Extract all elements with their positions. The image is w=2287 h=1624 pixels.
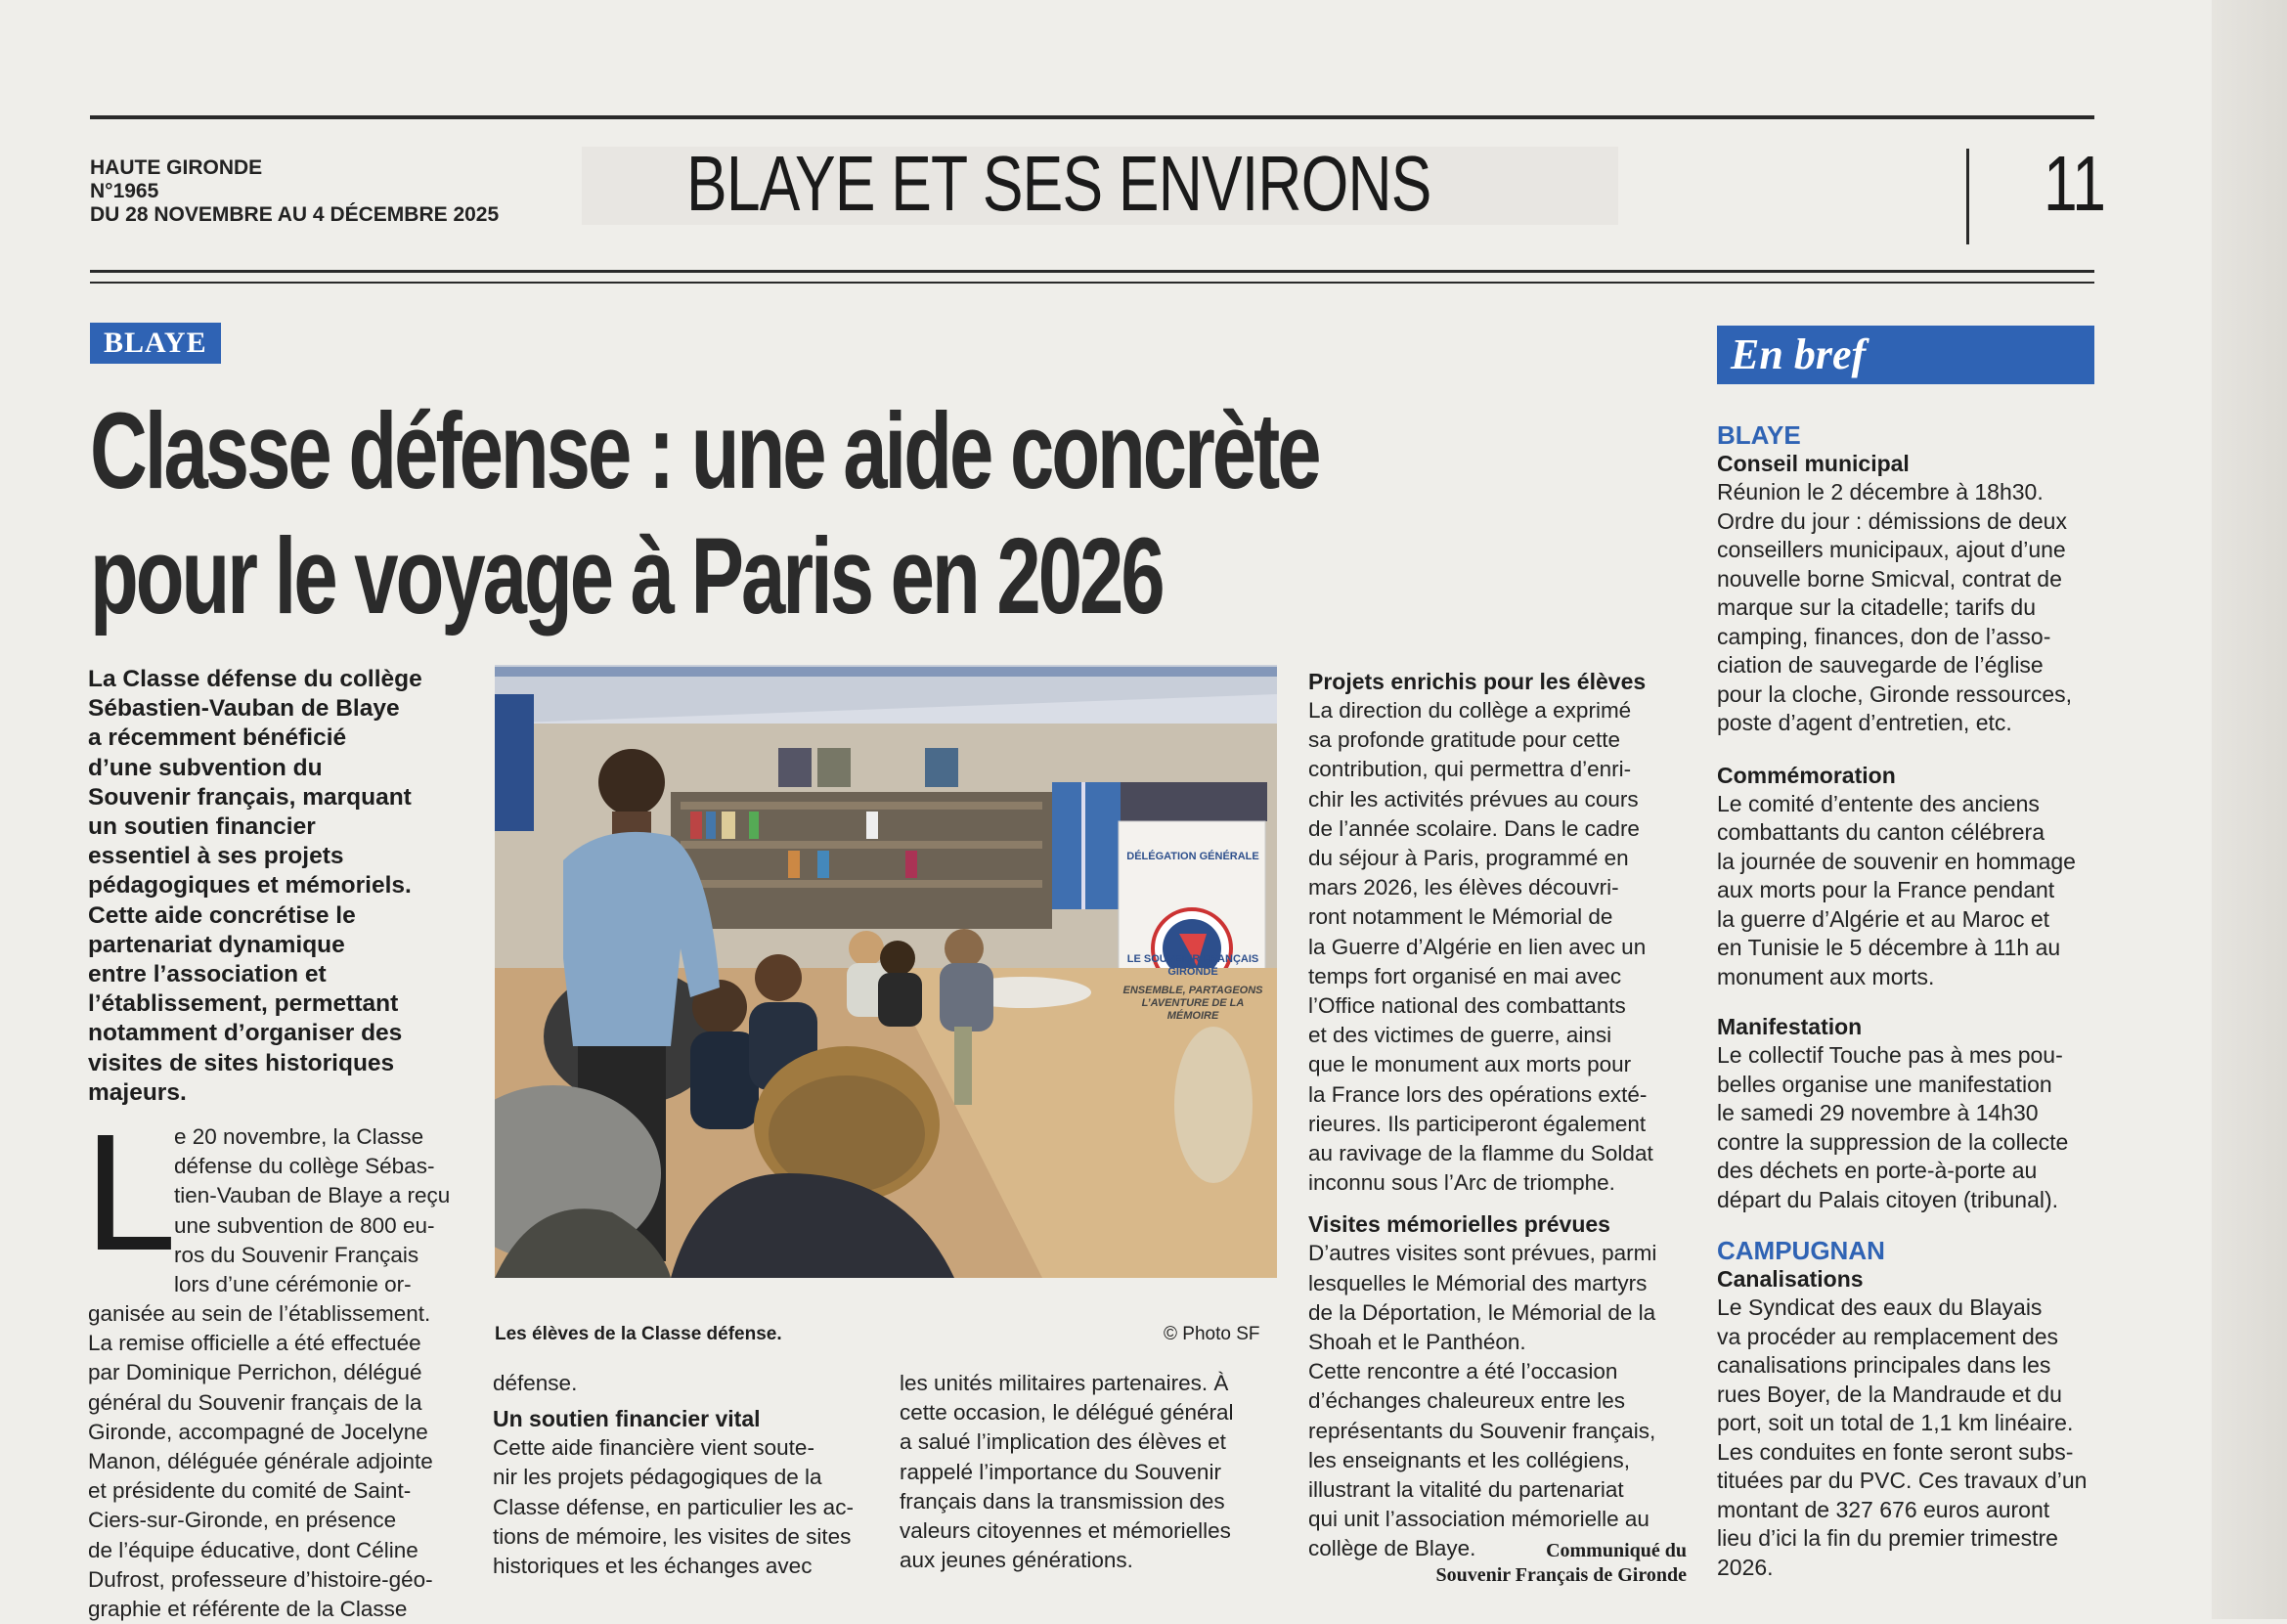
brief-heading-commemoration: Commémoration xyxy=(1717,762,1896,788)
chapo-line: entre l’association et xyxy=(88,961,327,988)
text-line: d’échanges chaleureux entre les xyxy=(1308,1388,1625,1414)
brief-heading-manifestation: Manifestation xyxy=(1717,1014,1863,1039)
text-line: mars 2026, les élèves découvri- xyxy=(1308,875,1619,900)
banner-logo-text: LE SOUVENIR FRANÇAIS xyxy=(1126,953,1259,965)
chapo-line: partenariat dynamique xyxy=(88,931,345,958)
headline-line-2: pour le voyage à Paris en 2026 xyxy=(90,516,1163,636)
brief-heading-conseil: Conseil municipal xyxy=(1717,451,1910,476)
text-line: Shoah et le Panthéon. xyxy=(1308,1330,1526,1355)
headline-line-1: Classe défense : une aide concrète xyxy=(90,391,1319,511)
text-line: camping, finances, don de l’asso- xyxy=(1717,623,2051,649)
text-line: ganisée au sein de l’établissement. xyxy=(88,1301,431,1326)
issue-number: N°1965 xyxy=(90,180,159,202)
banner-motto: ENSEMBLE, PARTAGEONS L’AVENTURE DE LA MÉMOIRE xyxy=(1122,985,1263,1022)
text-line: temps fort organisé en mai avec xyxy=(1308,963,1622,988)
brief-city-campugnan: CAMPUGNAN xyxy=(1717,1236,1885,1265)
page-number-divider xyxy=(1966,149,1969,244)
text-line: au ravivage de la flamme du Soldat xyxy=(1308,1141,1653,1166)
text-line: défense du collège Sébas- xyxy=(174,1154,435,1179)
text-line: les unités militaires partenaires. À xyxy=(900,1371,1229,1395)
text-line: rues Boyer, de la Mandraude et du xyxy=(1717,1381,2062,1407)
column-3-text xyxy=(900,1369,1277,1575)
chapo-line: La Classe défense du collège xyxy=(88,666,422,692)
brief-city-blaye: BLAYE xyxy=(1717,420,1801,450)
text-line: D’autres visites sont prévues, parmi xyxy=(1308,1241,1657,1266)
text-line: inconnu sous l’Arc de triomphe. xyxy=(1308,1170,1615,1196)
text-line: rieures. Ils participeront également xyxy=(1308,1111,1647,1136)
text-line: représentants du Souvenir français, xyxy=(1308,1418,1656,1443)
text-line: qui unit l’association mémorielle au xyxy=(1308,1507,1649,1532)
text-line: montant de 327 676 euros auront xyxy=(1717,1496,2050,1522)
text-line: de l’année scolaire. Dans le cadre xyxy=(1308,815,1640,841)
text-line: contribution, qui permettra d’enri- xyxy=(1308,757,1632,782)
text-line: Le Syndicat des eaux du Blayais xyxy=(1717,1295,2043,1320)
chapo-line: pédagogiques et mémoriels. xyxy=(88,872,412,900)
text-line: lesquelles le Mémorial des martyrs xyxy=(1308,1270,1648,1295)
en-bref-title: En bref xyxy=(1731,330,1867,378)
text-line: rappelé l’importance du Souvenir xyxy=(900,1459,1221,1484)
column-1-text xyxy=(88,1299,463,1624)
chapo-line: d’une subvention du xyxy=(88,754,323,781)
text-line: graphie et référente de la Classe xyxy=(88,1597,408,1622)
text-line: ciation de sauvegarde de l’église xyxy=(1717,652,2044,678)
text-line: La direction du collège a exprimé xyxy=(1308,698,1632,723)
text-line: du séjour à Paris, programmé en xyxy=(1308,846,1629,871)
text-line: Réunion le 2 décembre à 18h30. xyxy=(1717,479,2044,505)
subhead-memorial-visits: Visites mémorielles prévues xyxy=(1308,1211,1610,1238)
chapo-line: majeurs. xyxy=(88,1078,187,1106)
en-bref-banner xyxy=(1717,326,2094,384)
text-line: de la Déportation, le Mémorial de la xyxy=(1308,1299,1656,1325)
photo-caption: Les élèves de la Classe défense. xyxy=(495,1324,782,1344)
text-line: général du Souvenir français de la xyxy=(88,1389,422,1415)
signature-line-1: Communiqué du xyxy=(1546,1540,1687,1561)
text-line: lieu d’ici la fin du premier trimestre xyxy=(1717,1525,2058,1551)
text-line: nouvelle borne Smicval, contrat de xyxy=(1717,565,2062,592)
header-double-rule-1 xyxy=(90,270,2094,273)
text-line: tions de mémoire, les visites de sites xyxy=(493,1523,852,1549)
brief-column xyxy=(1717,420,2098,1582)
section-tag-blaye: BLAYE xyxy=(90,323,221,364)
text-line: la journée de souvenir en hommage xyxy=(1717,848,2076,874)
text-line: valeurs citoyennes et mémorielles xyxy=(900,1518,1231,1544)
top-rule xyxy=(90,115,2094,119)
text-line: que le monument aux morts pour xyxy=(1308,1052,1632,1077)
subhead-enriched-projects: Projets enrichis pour les élèves xyxy=(1308,669,1647,694)
column-4-text xyxy=(1308,667,1688,1564)
text-line: belles organise une manifestation xyxy=(1717,1071,2052,1097)
text-line: monument aux morts. xyxy=(1717,963,1935,989)
text-line: départ du Palais citoyen (tribunal). xyxy=(1717,1186,2059,1212)
text-line: défense. xyxy=(493,1371,578,1395)
text-line: lors d’une cérémonie or- xyxy=(174,1272,412,1297)
text-line: Manon, déléguée générale adjointe xyxy=(88,1449,433,1474)
text-line: illustrant la vitalité du partenariat xyxy=(1308,1477,1624,1503)
column-1-dropcap-text xyxy=(174,1122,463,1299)
chapo-line: notamment d’organiser des xyxy=(88,1020,403,1047)
chapo-line: l’établissement, permettant xyxy=(88,990,399,1018)
text-line: en Tunisie le 5 décembre à 11h au xyxy=(1717,935,2061,960)
text-line: ront notamment le Mémorial de xyxy=(1308,904,1613,930)
text-line: Ordre du jour : démissions de deux xyxy=(1717,507,2067,534)
brief-item-commemoration xyxy=(1717,790,2098,992)
text-line: la Guerre d’Algérie en lien avec un xyxy=(1308,934,1647,959)
text-line: nir les projets pédagogiques de la xyxy=(493,1465,822,1490)
text-line: l’Office national des combattants xyxy=(1308,993,1626,1019)
edition-block xyxy=(90,156,499,227)
text-line: aux morts pour la France pendant xyxy=(1717,877,2055,902)
article-chapo xyxy=(88,665,479,1108)
text-line: la France lors des opérations exté- xyxy=(1308,1081,1648,1107)
text-line: Classe défense, en particulier les ac- xyxy=(493,1494,854,1519)
chapo-line: Cette aide concrétise le xyxy=(88,901,356,929)
text-line: 2026. xyxy=(1717,1554,1774,1580)
text-line: Gironde, accompagné de Jocelyne xyxy=(88,1419,428,1444)
page-edge xyxy=(2212,0,2287,1619)
text-line: pour la cloche, Gironde ressources, xyxy=(1717,680,2073,707)
photo-credit: © Photo SF xyxy=(1164,1324,1260,1344)
text-line: une subvention de 800 eu- xyxy=(174,1212,435,1238)
issue-dates: DU 28 NOVEMBRE AU 4 DÉCEMBRE 2025 xyxy=(90,203,500,226)
text-line: e 20 novembre, la Classe xyxy=(174,1124,424,1149)
chapo-line: essentiel à ses projets xyxy=(88,843,344,870)
chapo-line: Sébastien-Vauban de Blaye xyxy=(88,695,400,723)
page-number: 11 xyxy=(2044,140,2106,227)
text-line: va procéder au remplacement des xyxy=(1717,1323,2059,1349)
column-2-text xyxy=(493,1369,868,1581)
header-double-rule-2 xyxy=(90,282,2094,284)
text-line: et des victimes de guerre, ainsi xyxy=(1308,1023,1612,1048)
brief-heading-canalisations: Canalisations xyxy=(1717,1266,1864,1292)
text-line: poste d’agent d’entretien, etc. xyxy=(1717,710,2012,735)
text-line: de l’équipe éducative, dont Céline xyxy=(88,1537,418,1562)
text-line: marque sur la citadelle; tarifs du xyxy=(1717,594,2036,620)
text-line: et présidente du comité de Saint- xyxy=(88,1478,412,1504)
text-line: Les conduites en fonte seront subs- xyxy=(1717,1438,2074,1465)
chapo-line: Souvenir français, marquant xyxy=(88,783,412,811)
text-line: Cette aide financière vient soute- xyxy=(493,1435,814,1461)
text-line: canalisations principales dans les xyxy=(1717,1352,2051,1378)
chapo-line: visites de sites historiques xyxy=(88,1049,395,1076)
text-line: Le comité d’entente des anciens xyxy=(1717,790,2040,816)
text-line: Cette rencontre a été l’occasion xyxy=(1308,1359,1618,1384)
dropcap-letter: L xyxy=(84,1100,177,1286)
brief-item-canalisations xyxy=(1717,1294,2098,1582)
chapo-line: un soutien financier xyxy=(88,813,316,841)
banner-region: GIRONDE xyxy=(1167,966,1218,978)
text-line: la guerre d’Algérie et au Maroc et xyxy=(1717,905,2050,932)
text-line: historiques et les échanges avec xyxy=(493,1554,813,1579)
text-line: chir les activités prévues au cours xyxy=(1308,786,1639,812)
article-signature xyxy=(1310,1539,1687,1588)
text-line: par Dominique Perrichon, délégué xyxy=(88,1360,422,1385)
text-line: le samedi 29 novembre à 14h30 xyxy=(1717,1100,2039,1125)
banner-title: DÉLÉGATION GÉNÉRALE xyxy=(1126,851,1259,862)
text-line: français dans la transmission des xyxy=(900,1488,1225,1514)
text-line: cette occasion, le délégué général xyxy=(900,1400,1234,1426)
section-title: BLAYE ET SES ENVIRONS xyxy=(686,140,1431,227)
text-line: Ciers-sur-Gironde, en présence xyxy=(88,1508,397,1533)
text-line: La remise officielle a été effectuée xyxy=(88,1331,421,1356)
brief-item-conseil xyxy=(1717,478,2098,738)
text-line: aux jeunes générations. xyxy=(900,1548,1133,1573)
text-line: Le collectif Touche pas à mes pou- xyxy=(1717,1042,2063,1068)
text-line: les enseignants et les collégiens, xyxy=(1308,1447,1630,1472)
text-line: contre la suppression de la collecte xyxy=(1717,1128,2069,1155)
brief-item-manifestation xyxy=(1717,1041,2098,1214)
chapo-line: a récemment bénéficié xyxy=(88,724,347,752)
text-line: collège de Blaye. xyxy=(1308,1536,1476,1561)
text-line: des déchets en porte-à-porte au xyxy=(1717,1158,2038,1183)
subhead-financial-support: Un soutien financier vital xyxy=(493,1406,761,1432)
text-line: ros du Souvenir Français xyxy=(174,1242,419,1267)
text-line: combattants du canton célébrera xyxy=(1717,819,2045,845)
signature-line-2: Souvenir Français de Gironde xyxy=(1435,1564,1687,1586)
banner-text xyxy=(1120,851,1266,1023)
text-line: tituées par du PVC. Ces travaux d’un xyxy=(1717,1468,2088,1493)
text-line: port, soit un total de 1,1 km linéaire. xyxy=(1717,1410,2074,1435)
text-line: conseillers municipaux, ajout d’une xyxy=(1717,537,2066,562)
edition-name: HAUTE GIRONDE xyxy=(90,156,263,179)
text-line: tien-Vauban de Blaye a reçu xyxy=(174,1183,451,1208)
text-line: a salué l’implication des élèves et xyxy=(900,1429,1226,1455)
text-line: sa profonde gratitude pour cette xyxy=(1308,727,1620,753)
text-line: Dufrost, professeure d’histoire-géo- xyxy=(88,1566,433,1592)
